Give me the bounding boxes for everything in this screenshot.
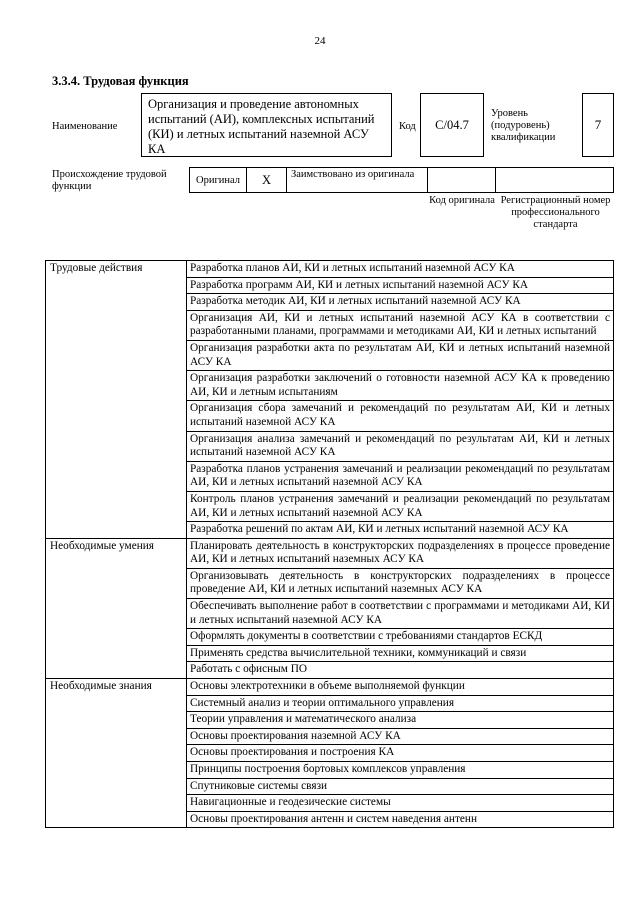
item-cell: Организация АИ, КИ и летных испытаний наземной АСУ КА в соответствии с разработанными планами, программами и методиками АИ, КИ и летных испытаний bbox=[187, 310, 614, 340]
item-cell: Работать с офисным ПО bbox=[187, 662, 614, 679]
original-label: Оригинал bbox=[190, 168, 247, 192]
item-cell: Разработка планов АИ, КИ и летных испытаний наземной АСУ КА bbox=[187, 261, 614, 278]
table-row bbox=[46, 261, 614, 278]
item-cell: Системный анализ и теории оптимального управления bbox=[187, 695, 614, 712]
item-cell: Организация сбора замечаний и рекомендаций по результатам АИ, КИ и летных испытаний наземной АСУ КА bbox=[187, 401, 614, 431]
item-cell: Разработка методик АИ, КИ и летных испытаний наземной АСУ КА bbox=[187, 294, 614, 311]
category-cell: Необходимые знания bbox=[46, 679, 187, 828]
item-cell: Основы электротехники в объеме выполняемой функции bbox=[187, 679, 614, 696]
item-cell: Разработка программ АИ, КИ и летных испытаний наземной АСУ КА bbox=[187, 277, 614, 294]
reg-number-label: Регистрационный номер профессионального стандарта bbox=[500, 195, 611, 230]
table-row bbox=[46, 538, 614, 568]
code-value-box: С/04.7 bbox=[420, 93, 484, 157]
reg-number-cell bbox=[496, 168, 613, 192]
original-mark: Х bbox=[247, 168, 287, 192]
item-cell: Применять средства вычислительной техники, коммуникаций и связи bbox=[187, 645, 614, 662]
level-label: Уровень (подуровень) квалификации bbox=[491, 108, 556, 143]
function-details-table bbox=[45, 260, 614, 828]
level-value-box: 7 bbox=[582, 93, 614, 157]
name-label: Наименование bbox=[52, 121, 118, 132]
item-cell: Организация разработки акта по результатам АИ, КИ и летных испытаний наземной АСУ КА bbox=[187, 340, 614, 370]
page-number: 24 bbox=[314, 35, 326, 47]
item-cell: Спутниковые системы связи bbox=[187, 778, 614, 795]
item-cell: Основы проектирования антенн и систем наведения антенн bbox=[187, 811, 614, 828]
item-cell: Теории управления и математического анализа bbox=[187, 712, 614, 729]
item-cell: Контроль планов устранения замечаний и реализации рекомендаций по результатам АИ, КИ и летных испытаний наземной АСУ КА bbox=[187, 491, 614, 521]
origin-row bbox=[189, 167, 614, 193]
origin-label: Происхождение трудовой функции bbox=[52, 169, 167, 192]
code-original-label: Код оригинала bbox=[429, 195, 495, 206]
item-cell: Организация разработки заключений о готовности наземной АСУ КА к проведению АИ, КИ и летным испытаниям bbox=[187, 371, 614, 401]
section-title: 3.3.4. Трудовая функция bbox=[52, 74, 189, 88]
item-cell: Принципы построения бортовых комплексов управления bbox=[187, 762, 614, 779]
item-cell: Навигационные и геодезические системы bbox=[187, 795, 614, 812]
item-cell: Оформлять документы в соответствии с требованиями стандартов ЕСКД bbox=[187, 629, 614, 646]
item-cell: Планировать деятельность в конструкторских подразделениях в процессе проведение АИ, КИ и летных испытаний наземных АСУ КА bbox=[187, 538, 614, 568]
item-cell: Основы проектирования и построения КА bbox=[187, 745, 614, 762]
item-cell: Разработка планов устранения замечаний и реализации рекомендаций по результатам АИ, КИ и летных испытаний наземной АСУ КА bbox=[187, 461, 614, 491]
borrowed-label: Заимствовано из оригинала bbox=[287, 168, 428, 192]
table-row bbox=[46, 679, 614, 696]
item-cell: Основы проектирования наземной АСУ КА bbox=[187, 728, 614, 745]
item-cell: Обеспечивать выполнение работ в соответствии с программами и методиками АИ, КИ и летных испытаний наземной АСУ КА bbox=[187, 599, 614, 629]
function-name-box: Организация и проведение автономных испытаний (АИ), комплексных испытаний (КИ) и летных испытаний наземной АСУ КА bbox=[141, 93, 392, 157]
category-cell: Необходимые умения bbox=[46, 538, 187, 678]
item-cell: Разработка решений по актам АИ, КИ и летных испытаний наземной АСУ КА bbox=[187, 522, 614, 539]
item-cell: Организация анализа замечаний и рекомендаций по результатам АИ, КИ и летных испытаний наземной АСУ КА bbox=[187, 431, 614, 461]
code-label: Код bbox=[399, 121, 416, 132]
code-original-cell bbox=[428, 168, 496, 192]
category-cell: Трудовые действия bbox=[46, 261, 187, 539]
item-cell: Организовывать деятельность в конструкторских подразделениях в процессе проведение АИ, КИ и летных испытаний наземных АСУ КА bbox=[187, 568, 614, 598]
